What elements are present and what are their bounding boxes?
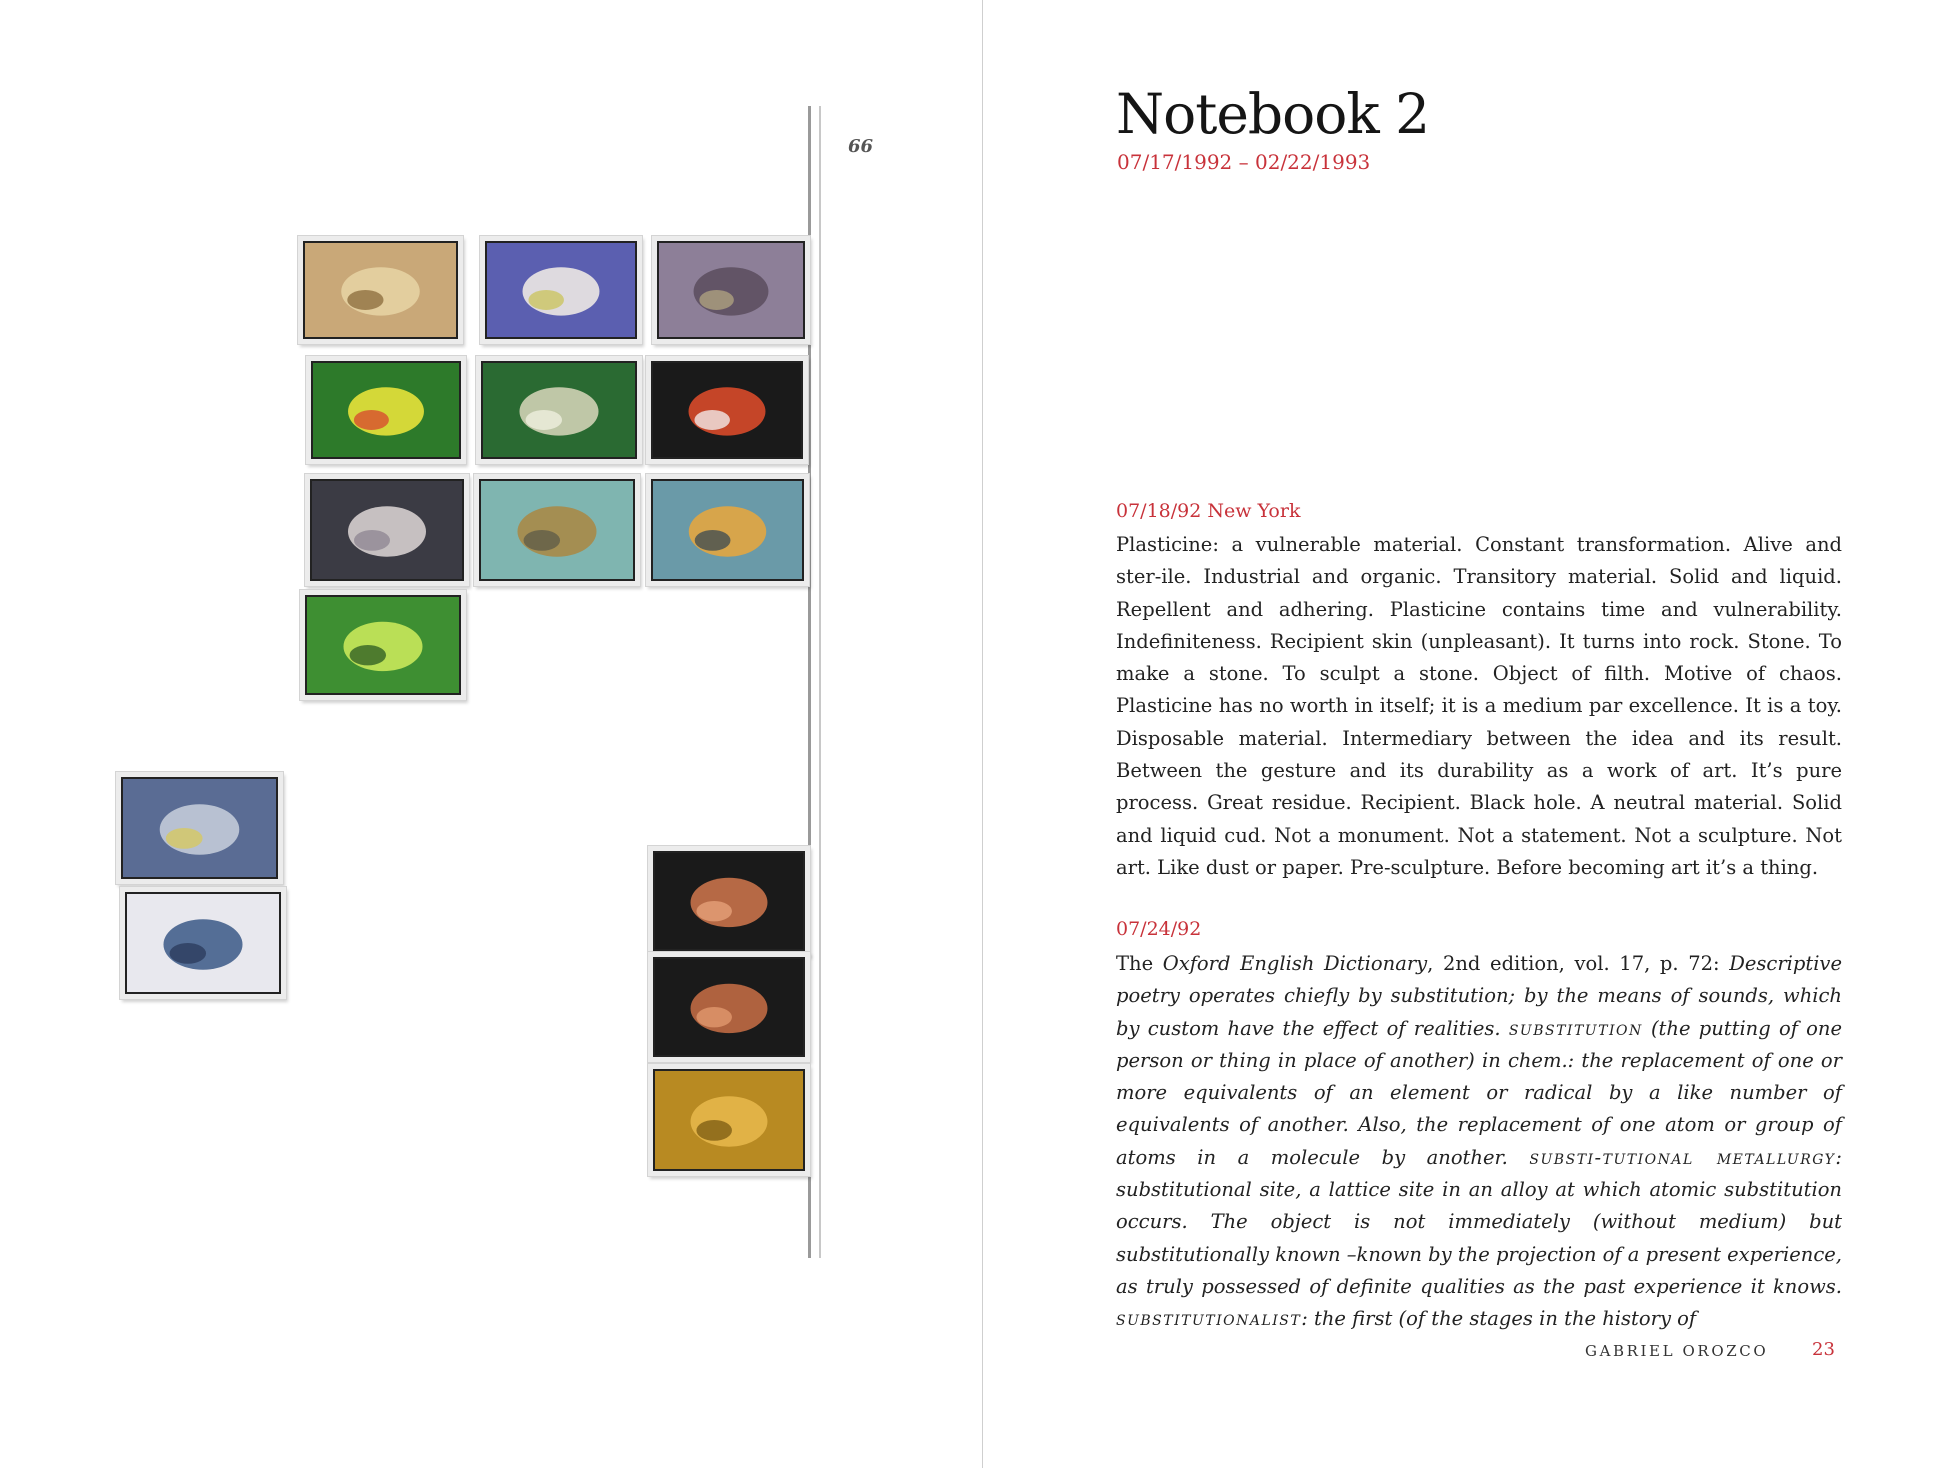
dictionary-title: Oxford English Dictionary	[1162, 952, 1428, 975]
coiled-spiral-on-concrete-image	[481, 481, 633, 579]
photo-15	[648, 1064, 810, 1176]
photo-13	[648, 846, 810, 956]
entry-body-1: Plasticine: a vulnerable material. Constant transformation. Alive and ster-ile. Industrial and organic. Transitory material. Solid and liquid. Repellent and adhering. Plasticine contains time and vulnerability. Indefiniteness. Recipient skin (unpleasant). It turns into rock. Stone. To make a stone. To sculpt a stone. Object of filth. Motive of chaos. Plasticine has no worth in itself; it is a medium par excellence. It is a toy. Disposable material. Intermediary between the idea and its result. Between the gesture and its durability as a work of art. It’s pure process. Great residue. Recipient. Black hole. A neutral material. Solid and liquid cud. Not a monument. Not a statement. Not a sculpture. Not art. Like dust or paper. Pre-sculpture. Before becoming art it’s a thing.	[1116, 533, 1842, 879]
photo-4	[306, 356, 466, 464]
photo-6	[646, 356, 808, 464]
quote-text: : the first (of the stages in the history of	[1301, 1307, 1697, 1331]
green-sheets-on-grass-image	[307, 597, 459, 693]
entry-date-1: 07/18/92 New York	[1116, 500, 1301, 522]
page-title: Notebook 2	[1116, 82, 1430, 146]
headword: substi-tutional metallurgy	[1529, 1145, 1836, 1169]
blue-stone-on-rock-image	[123, 779, 276, 877]
photo-10	[300, 590, 466, 700]
photo-1	[298, 236, 463, 344]
torso-hands-together-image	[655, 853, 803, 949]
notebook-page-number: 66	[848, 136, 874, 157]
headword: substitutionalist	[1116, 1307, 1302, 1331]
foil-sheet-on-grass-image	[483, 363, 635, 457]
quote-text: (the putting of one person or thing in place of another) in chem.: the replacement of one or more equivalents of an element or radical by a like number of equivalents of another. Also, the replacement of one atom or group of atoms in a molecule by another.	[1116, 1016, 1843, 1169]
golden-wood-rings-image	[655, 1071, 803, 1169]
photo-2	[480, 236, 642, 344]
box-on-sidewalk-image	[653, 481, 802, 579]
footer-author: GABRIEL OROZCO	[1585, 1342, 1769, 1360]
photo-12	[120, 887, 286, 999]
photo-3	[652, 236, 810, 344]
colored-sheets-on-grass-image	[313, 363, 459, 457]
photo-7	[305, 474, 469, 586]
white-lump-on-blue-ground-image	[487, 243, 635, 337]
photo-14	[648, 952, 810, 1062]
headword: substitution	[1508, 1016, 1643, 1040]
quote-text: Descriptive poetry operates chiefly by substitution; by the means of sounds, which by custom have the effect of realities.	[1116, 952, 1842, 1040]
photo-5	[476, 356, 642, 464]
entry-text: , 2nd edition, vol. 17, p. 72:	[1427, 952, 1730, 975]
quote-text: : substitutional site, a lattice site in an alloy at which atomic substitution occurs. The object is not immediately (without medium) but substitutionally known –known by the projection of a present experience, as truly possessed of definite qualities as the past experience it knows.	[1116, 1145, 1842, 1298]
sand-with-plasticine-lumps-image	[305, 243, 456, 337]
date-range: 07/17/1992 – 02/22/1993	[1117, 150, 1371, 174]
grey-lump-on-gravel-image	[659, 243, 803, 337]
photo-9	[646, 474, 809, 586]
photo-8	[474, 474, 640, 586]
torso-hands-apart-image	[655, 959, 803, 1055]
entry-body-2	[1116, 948, 1842, 1336]
entry-date-2: 07/24/92	[1116, 918, 1202, 940]
entry-text: The	[1116, 952, 1163, 975]
white-torso-form-image	[312, 481, 462, 579]
grey-blue-ball-image	[127, 894, 279, 992]
red-shield-with-white-cross-image	[653, 363, 801, 457]
photo-11	[116, 772, 283, 884]
footer-page-number: 23	[1812, 1339, 1835, 1360]
